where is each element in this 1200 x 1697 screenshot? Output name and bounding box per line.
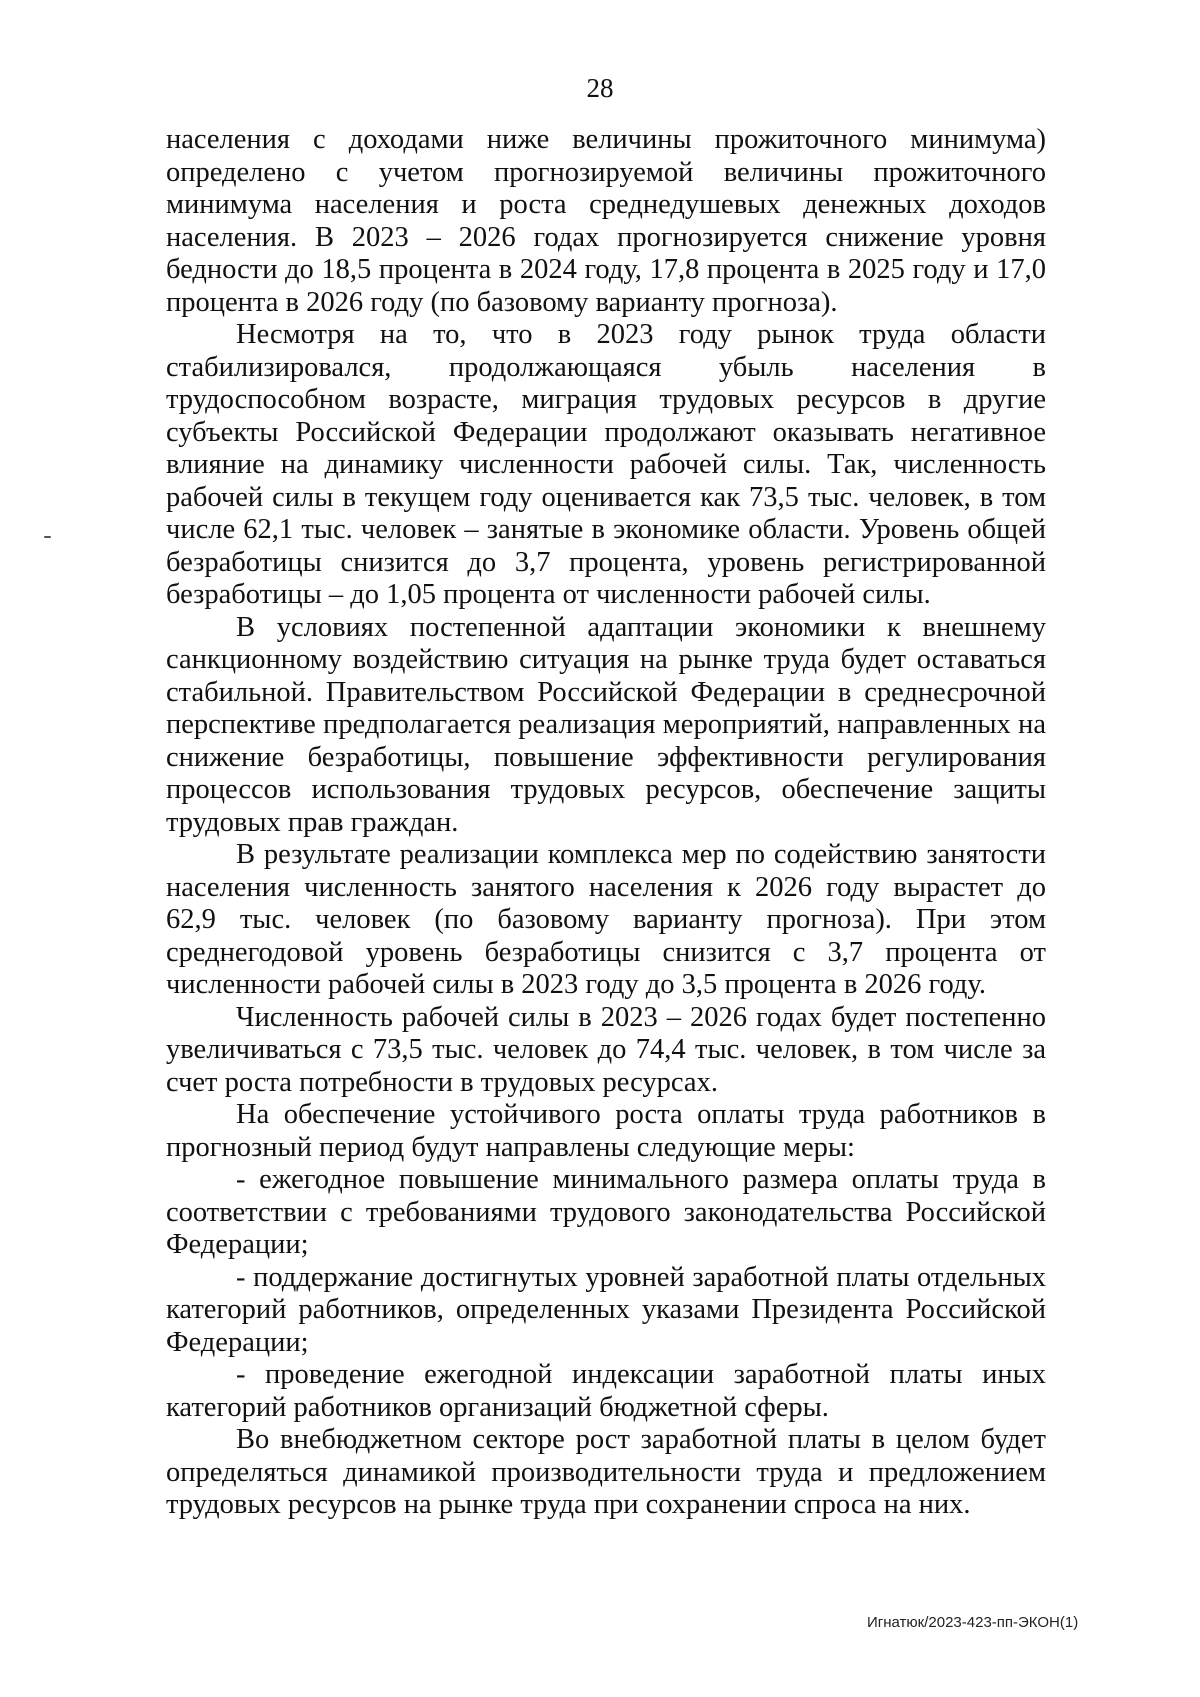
footer-document-code: Игнатюк/2023-423-пп-ЭКОН(1) — [867, 1614, 1079, 1631]
list-item-minimum-wage: - ежегодное повышение минимального размера оплаты труда в соответствии с требованиями трудового законодательства Российской Федерации; — [166, 1164, 1046, 1260]
body-text — [166, 124, 1046, 1522]
paragraph-extrabudgetary-sector: Во внебюджетном секторе рост заработной платы в целом будет определяться динамикой производительности труда и предложением трудовых ресурсов на рынке труда при сохранении спроса на них. — [166, 1424, 1046, 1520]
paragraph-sanctions-adaptation: В условиях постепенной адаптации экономики к внешнему санкционному воздействию ситуация на рынке труда будет оставаться стабильной. Правительством Российской Федерации в среднесрочной перспективе предполагается реализация мероприятий, направленных на снижение безработицы, повышение эффективности регулирования процессов использования трудовых ресурсов, обеспечение защиты трудовых прав граждан. — [166, 611, 1046, 838]
page-number: 28 — [586, 73, 614, 103]
paragraph-poverty-forecast: населения с доходами ниже величины прожиточного минимума) определено с учетом прогнозируемой величины прожиточного минимума населения и роста среднедушевых денежных доходов населения. В 2023 – 2026 годах прогнозируется снижение уровня бедности до 18,5 процента в 2024 году, 17,8 процента в 2025 году и 17,0 процента в 2026 году (по базовому варианту прогноза). — [166, 124, 1046, 318]
paragraph-wage-measures-intro: На обеспечение устойчивого роста оплаты труда работников в прогнозный период будут направлены следующие меры: — [166, 1099, 1046, 1163]
paragraph-employment-measures: В результате реализации комплекса мер по содействию занятости населения численность занятого населения к 2026 году вырастет до 62,9 тыс. человек (по базовому варианту прогноза). При этом среднегодовой уровень безработицы снизится с 3,7 процента от численности рабочей силы в 2023 году до 3,5 процента в 2026 году. — [166, 839, 1046, 1000]
scan-speck — [44, 536, 51, 538]
paragraph-labor-force-growth: Численность рабочей силы в 2023 – 2026 годах будет постепенно увеличиваться с 73,5 тыс. человек до 74,4 тыс. человек, в том числе за счет роста потребности в трудовых ресурсах. — [166, 1001, 1046, 1098]
list-item-presidential-decrees: - поддержание достигнутых уровней заработной платы отдельных категорий работников, определенных указами Президента Российской Федерации; — [166, 1261, 1046, 1358]
list-item-wage-indexation: - проведение ежегодной индексации заработной платы иных категорий работников организаций бюджетной сферы. — [166, 1359, 1046, 1423]
paragraph-labor-market: Несмотря на то, что в 2023 году рынок труда области стабилизировался, продолжающаяся убыль населения в трудоспособном возрасте, миграция трудовых ресурсов в другие субъекты Российской Федерации продолжают оказывать негативное влияние на динамику численности рабочей силы. Так, численность рабочей силы в текущем году оценивается как 73,5 тыс. человек, в том числе 62,1 тыс. человек – занятые в экономике области. Уровень общей безработицы снизится до 3,7 процента, уровень регистрированной безработицы – до 1,05 процента от численности рабочей силы. — [166, 319, 1046, 610]
